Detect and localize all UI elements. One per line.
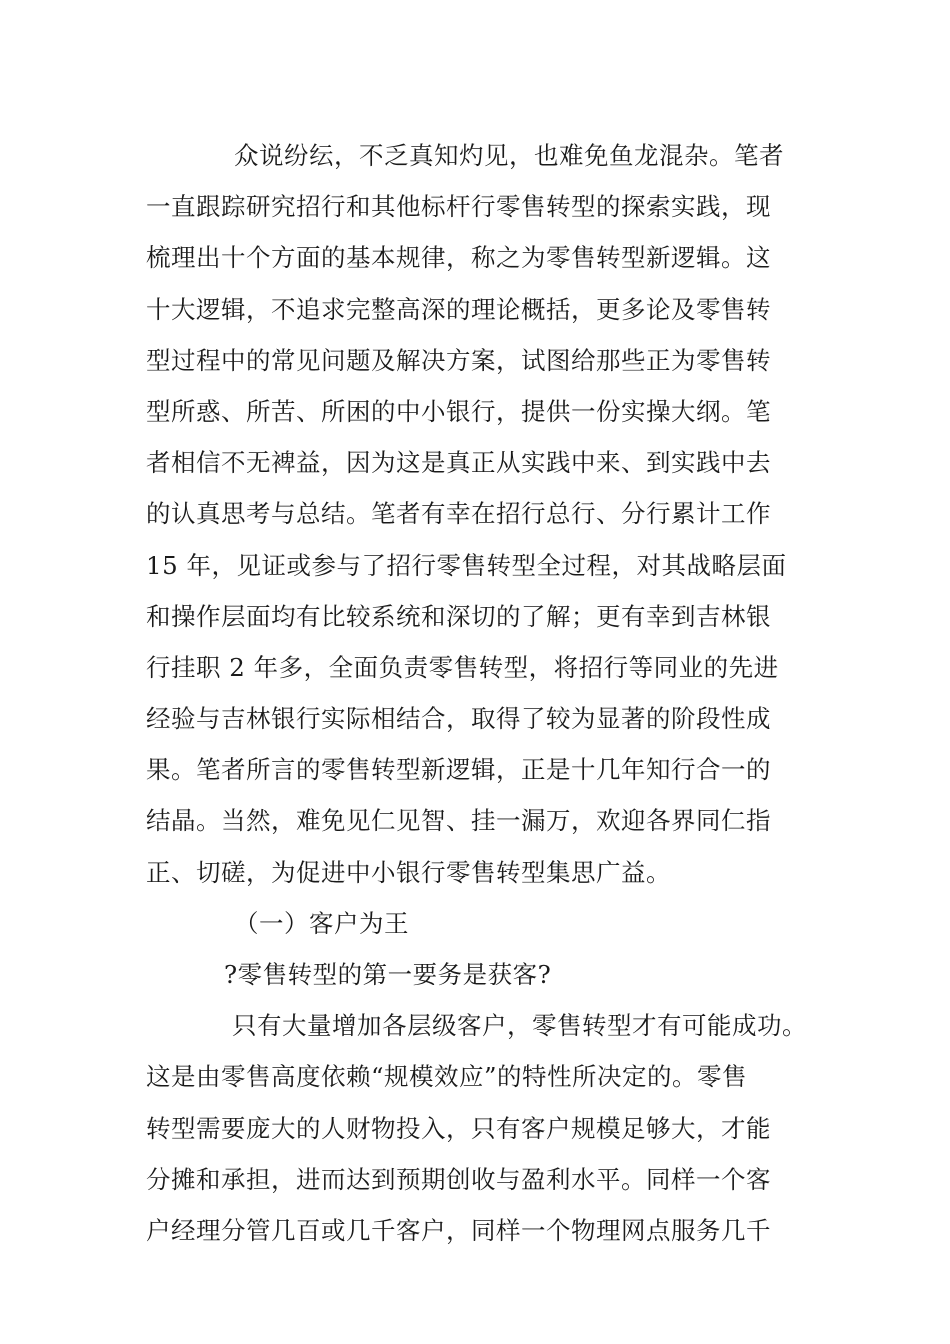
paragraph-line: 只有大量增加各层级客户，零售转型才有可能成功。 xyxy=(232,1011,807,1041)
paragraph-line: 正、切磋，为促进中小银行零售转型集思广益。 xyxy=(146,857,671,887)
paragraph-line: 的认真思考与总结。笔者有幸在招行总行、分行累计工作 xyxy=(146,499,771,529)
paragraph-line: 型所惑、所苦、所困的中小银行，提供一份实操大纲。笔 xyxy=(146,396,771,426)
paragraph-line: 众说纷纭，不乏真知灼见，也难免鱼龙混杂。笔者 xyxy=(234,141,784,170)
paragraph-line: 户经理分管几百或几千客户，同样一个物理网点服务几千 xyxy=(146,1215,771,1245)
paragraph-line: 这是由零售高度依赖“规模效应”的特性所决定的。零售 xyxy=(146,1062,748,1092)
section-subheading: ?零售转型的第一要务是获客? xyxy=(224,960,552,989)
paragraph-line: 转型需要庞大的人财物投入，只有客户规模足够大，才能 xyxy=(146,1113,771,1143)
paragraph-line: 经验与吉林银行实际相结合，取得了较为显著的阶段性成 xyxy=(146,704,771,734)
document-body xyxy=(146,130,806,1256)
paragraph-line: 行挂职 2 年多，全面负责零售转型，将招行等同业的先进 xyxy=(146,652,779,682)
paragraph-line: 和操作层面均有比较系统和深切的了解；更有幸到吉林银 xyxy=(146,601,771,631)
paragraph-line: 十大逻辑，不追求完整高深的理论概括，更多论及零售转 xyxy=(146,294,771,324)
paragraph-line: 一直跟踪研究招行和其他标杆行零售转型的探索实践，现 xyxy=(146,192,771,222)
paragraph-line: 15 年，见证或参与了招行零售转型全过程，对其战略层面 xyxy=(146,550,787,580)
paragraph-line: 者相信不无裨益，因为这是真正从实践中来、到实践中去 xyxy=(146,448,771,478)
section-heading: （一）客户为王 xyxy=(234,908,409,938)
paragraph-line: 型过程中的常见问题及解决方案，试图给那些正为零售转 xyxy=(146,345,771,375)
paragraph-line: 结晶。当然，难免见仁见智、挂一漏万，欢迎各界同仁指 xyxy=(146,806,771,836)
paragraph-line: 分摊和承担，进而达到预期创收与盈利水平。同样一个客 xyxy=(146,1164,771,1194)
paragraph-line: 果。笔者所言的零售转型新逻辑，正是十几年知行合一的 xyxy=(146,755,771,785)
paragraph-line: 梳理出十个方面的基本规律，称之为零售转型新逻辑。这 xyxy=(146,243,771,273)
